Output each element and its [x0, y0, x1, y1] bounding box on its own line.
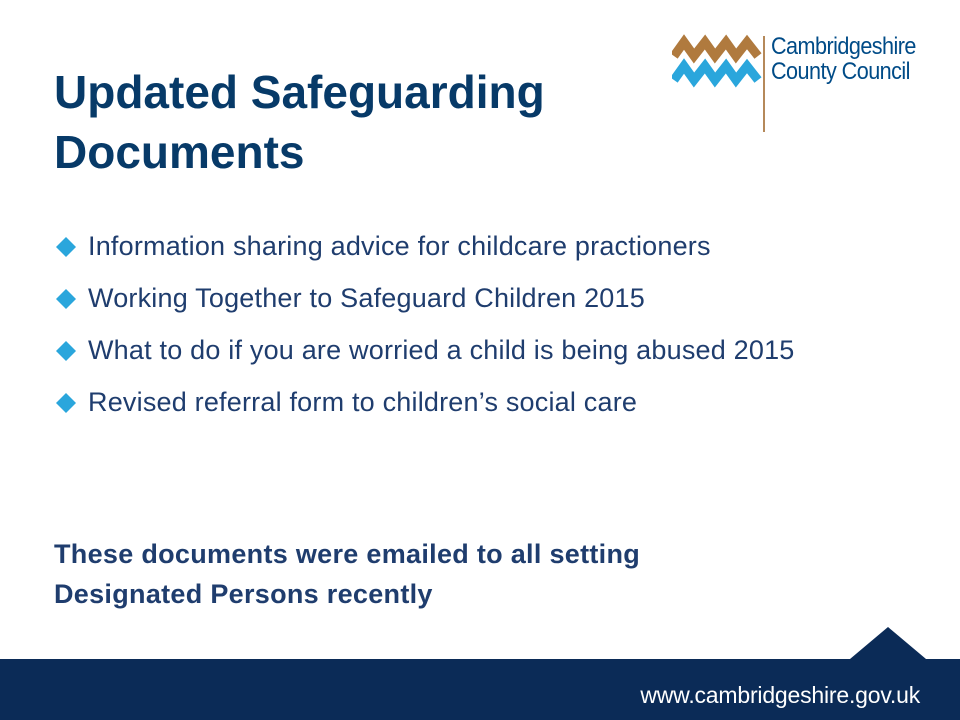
- bullet-item: [54, 384, 884, 420]
- bullet-item: [54, 280, 884, 316]
- note-line-2: Designated Persons recently: [54, 579, 433, 609]
- logo-line-1: Cambridgeshire: [771, 33, 916, 60]
- bullet-text: Information sharing advice for childcare practioners: [88, 231, 711, 261]
- bullet-text: Working Together to Safeguard Children 2015: [88, 283, 645, 313]
- diamond-icon: [56, 393, 76, 413]
- bullet-text: What to do if you are worried a child is being abused 2015: [88, 335, 795, 365]
- footer-url[interactable]: www.cambridgeshire.gov.uk: [640, 682, 920, 708]
- footer-band: [0, 625, 960, 720]
- diamond-icon: [56, 289, 76, 309]
- diamond-icon: [56, 341, 76, 361]
- title-line-2: Documents: [54, 126, 305, 178]
- bullet-text: Revised referral form to children’s social care: [88, 387, 638, 417]
- logo-line-2: County Council: [771, 58, 910, 85]
- council-logo: [672, 30, 942, 135]
- slide-title: [54, 62, 694, 182]
- title-line-1: Updated Safeguarding: [54, 66, 545, 118]
- bullet-item: [54, 228, 884, 264]
- note-line-1: These documents were emailed to all setting: [54, 539, 641, 569]
- logo-wordmark: [771, 34, 916, 84]
- emphasis-note: [54, 534, 914, 614]
- bullet-list: [54, 228, 884, 436]
- logo-divider: [763, 36, 765, 132]
- diamond-icon: [56, 237, 76, 257]
- bullet-item: [54, 332, 884, 368]
